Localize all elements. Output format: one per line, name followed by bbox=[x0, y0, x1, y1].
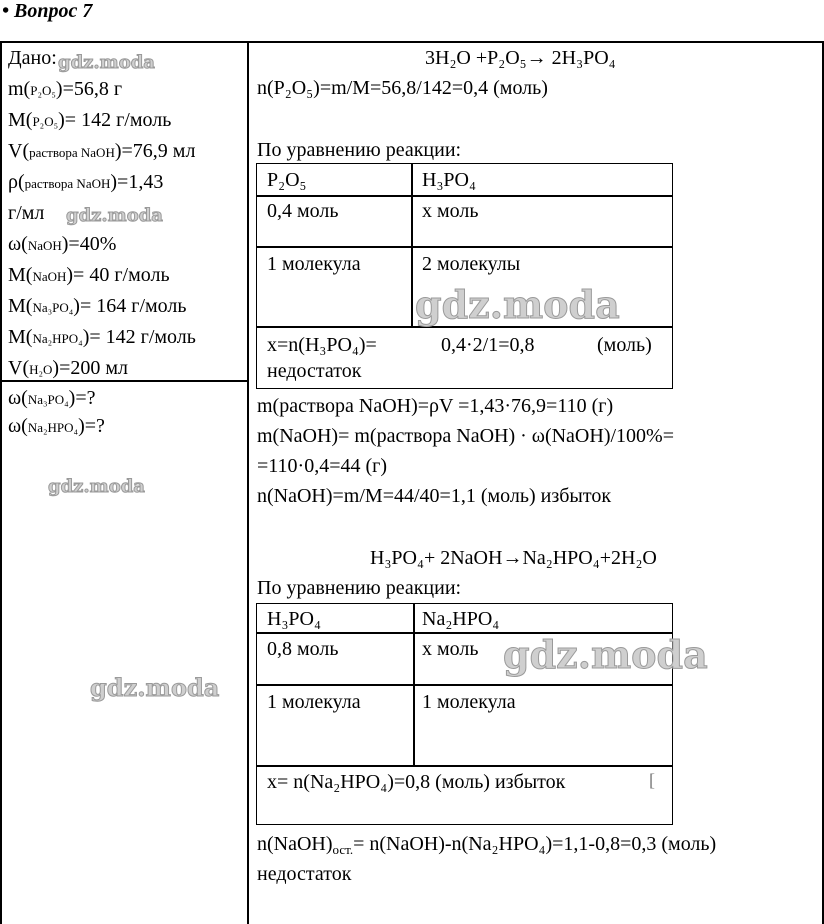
given-line bbox=[8, 234, 116, 254]
quantity-value: )=76,9 мл bbox=[114, 140, 196, 162]
quantity-symbol: г/мл bbox=[8, 202, 45, 224]
m-naoh-line-1: m(NaOH)= m(раствора NaOH) · ω(NaOH)/100%= bbox=[257, 425, 674, 447]
quantity-value: )= 142 г/моль bbox=[82, 326, 196, 348]
equation-1: 3H₂O +P₂O₅→ 2H₃PO₄ bbox=[425, 47, 616, 69]
substance-label: H₂O bbox=[29, 362, 53, 377]
given-line bbox=[8, 110, 171, 130]
question-title: • Вопрос 7 bbox=[2, 0, 93, 22]
t1-cell-r2c2: 2 молекулы bbox=[422, 253, 521, 275]
m-naoh-line-2: =110·0,4=44 (г) bbox=[257, 455, 387, 477]
substance-label: Na₃PO₄ bbox=[27, 392, 69, 407]
quantity-value: )=? bbox=[78, 415, 105, 437]
quantity-value: )=? bbox=[68, 387, 96, 409]
by-equation-1: По уравнению реакции: bbox=[257, 139, 462, 161]
t1-cell-r1c2: x моль bbox=[422, 200, 479, 222]
quantity-symbol: ρ( bbox=[8, 171, 25, 193]
given-line bbox=[8, 79, 122, 99]
find-line bbox=[8, 416, 105, 436]
quantity-symbol: ω( bbox=[8, 387, 28, 409]
t1-header-1: P₂O₅ bbox=[267, 169, 307, 191]
quantity-value: )=200 мл bbox=[52, 357, 128, 379]
quantity-symbol: V( bbox=[8, 140, 30, 162]
quantity-symbol: m( bbox=[8, 78, 31, 100]
t2-header-1: H₃PO₄ bbox=[267, 608, 321, 630]
ratio-table-1 bbox=[256, 163, 673, 389]
given-line bbox=[8, 141, 195, 161]
watermark-1: gdz.moda bbox=[58, 52, 155, 73]
t2-cell-r2c2: 1 молекула bbox=[422, 691, 516, 713]
grid-right-line bbox=[822, 41, 824, 924]
quantity-symbol: V( bbox=[8, 357, 30, 379]
t1-result-d: недостаток bbox=[267, 360, 362, 382]
quantity-symbol: M( bbox=[8, 264, 33, 286]
substance-label: Na₃PO₄ bbox=[32, 300, 74, 315]
t2-bracket-mark: [ bbox=[649, 770, 655, 790]
watermark-3: gdz.moda bbox=[48, 476, 145, 497]
watermark-6: gdz.moda bbox=[503, 632, 708, 677]
quantity-symbol: M( bbox=[8, 326, 33, 348]
given-line bbox=[8, 172, 163, 192]
t2-cell-r1c2: x моль bbox=[422, 638, 479, 660]
quantity-symbol: M( bbox=[8, 109, 33, 131]
substance-label: P₂O₅ bbox=[32, 114, 59, 129]
t1-cell-r2c1: 1 молекула bbox=[267, 253, 361, 275]
quantity-symbol: ω( bbox=[8, 233, 28, 255]
watermark-5: gdz.moda bbox=[415, 282, 620, 327]
n-rest-subscript: ост. bbox=[332, 842, 354, 857]
grid-left-line bbox=[0, 41, 2, 924]
quantity-value: )= 164 г/моль bbox=[73, 295, 187, 317]
substance-label: Na₂HPO₄ bbox=[32, 331, 83, 346]
substance-label: P₂O₅ bbox=[30, 83, 56, 98]
t1-result-c: (моль) bbox=[597, 334, 652, 356]
t1-row-line-1 bbox=[257, 195, 673, 197]
given-line bbox=[8, 265, 170, 285]
by-equation-2: По уравнению реакции: bbox=[257, 577, 462, 599]
t1-result-b: 0,4·2/1=0,8 bbox=[441, 334, 535, 356]
quantity-value: )=40% bbox=[61, 233, 117, 255]
n-rest-deficit: недостаток bbox=[257, 863, 352, 885]
grid-top-line bbox=[0, 41, 824, 43]
given-line bbox=[8, 327, 196, 347]
n-p2o5-line: n(P₂O₅)=m/M=56,8/142=0,4 (моль) bbox=[257, 77, 548, 99]
t2-col-line bbox=[413, 604, 415, 765]
quantity-value: )=56,8 г bbox=[55, 78, 123, 100]
n-rest-b: = n(NaOH)-n(Na₂HPO₄)=1,1-0,8=0,3 (моль) bbox=[353, 833, 717, 855]
equation-2: H₃PO₄+ 2NaOH→Na₂HPO₄+2H₂O bbox=[370, 547, 657, 569]
substance-label: NaOH bbox=[27, 238, 62, 253]
quantity-value: )= 40 г/моль bbox=[66, 264, 170, 286]
t1-col-line bbox=[411, 164, 413, 326]
quantity-value: )= 142 г/моль bbox=[58, 109, 172, 131]
substance-label: Na₂HPO₄ bbox=[27, 420, 79, 435]
t2-cell-r1c1: 0,8 моль bbox=[267, 638, 339, 660]
n-rest-a: n(NaOH) bbox=[257, 833, 333, 855]
t1-result-a: x=n(H₃PO₄)= bbox=[267, 334, 377, 356]
quantity-symbol: ω( bbox=[8, 415, 28, 437]
n-naoh-line: n(NaOH)=m/M=44/40=1,1 (моль) избыток bbox=[257, 485, 612, 507]
substance-label: NaOH bbox=[32, 269, 67, 284]
given-label: Дано: bbox=[8, 47, 57, 69]
t1-header-2: H₃PO₄ bbox=[422, 169, 476, 191]
n-rest-line bbox=[257, 834, 716, 856]
t1-cell-r1c1: 0,4 моль bbox=[267, 200, 339, 222]
given-line bbox=[8, 296, 187, 316]
grid-mid-line bbox=[247, 41, 249, 924]
watermark-2: gdz.moda bbox=[66, 205, 163, 226]
t2-result: x= n(Na₂HPO₄)=0,8 (моль) избыток bbox=[267, 771, 566, 793]
quantity-symbol: M( bbox=[8, 295, 33, 317]
t1-row-line-2 bbox=[257, 246, 673, 248]
watermark-4: gdz.moda bbox=[90, 673, 220, 702]
t2-cell-r2c1: 1 молекула bbox=[267, 691, 361, 713]
m-solution-line: m(раствора NaOH)=ρV =1,43·76,9=110 (г) bbox=[257, 395, 614, 417]
given-separator bbox=[0, 380, 248, 382]
t2-row-line-2 bbox=[257, 684, 673, 686]
substance-label: раствора NaOH bbox=[24, 176, 111, 191]
given-line bbox=[8, 203, 44, 223]
given-line bbox=[8, 358, 128, 378]
quantity-value: )=1,43 bbox=[110, 171, 164, 193]
t2-row-line-3 bbox=[257, 765, 673, 767]
t2-header-2: Na₂HPO₄ bbox=[422, 608, 500, 630]
substance-label: раствора NaOH bbox=[29, 145, 115, 160]
find-line bbox=[8, 388, 96, 408]
